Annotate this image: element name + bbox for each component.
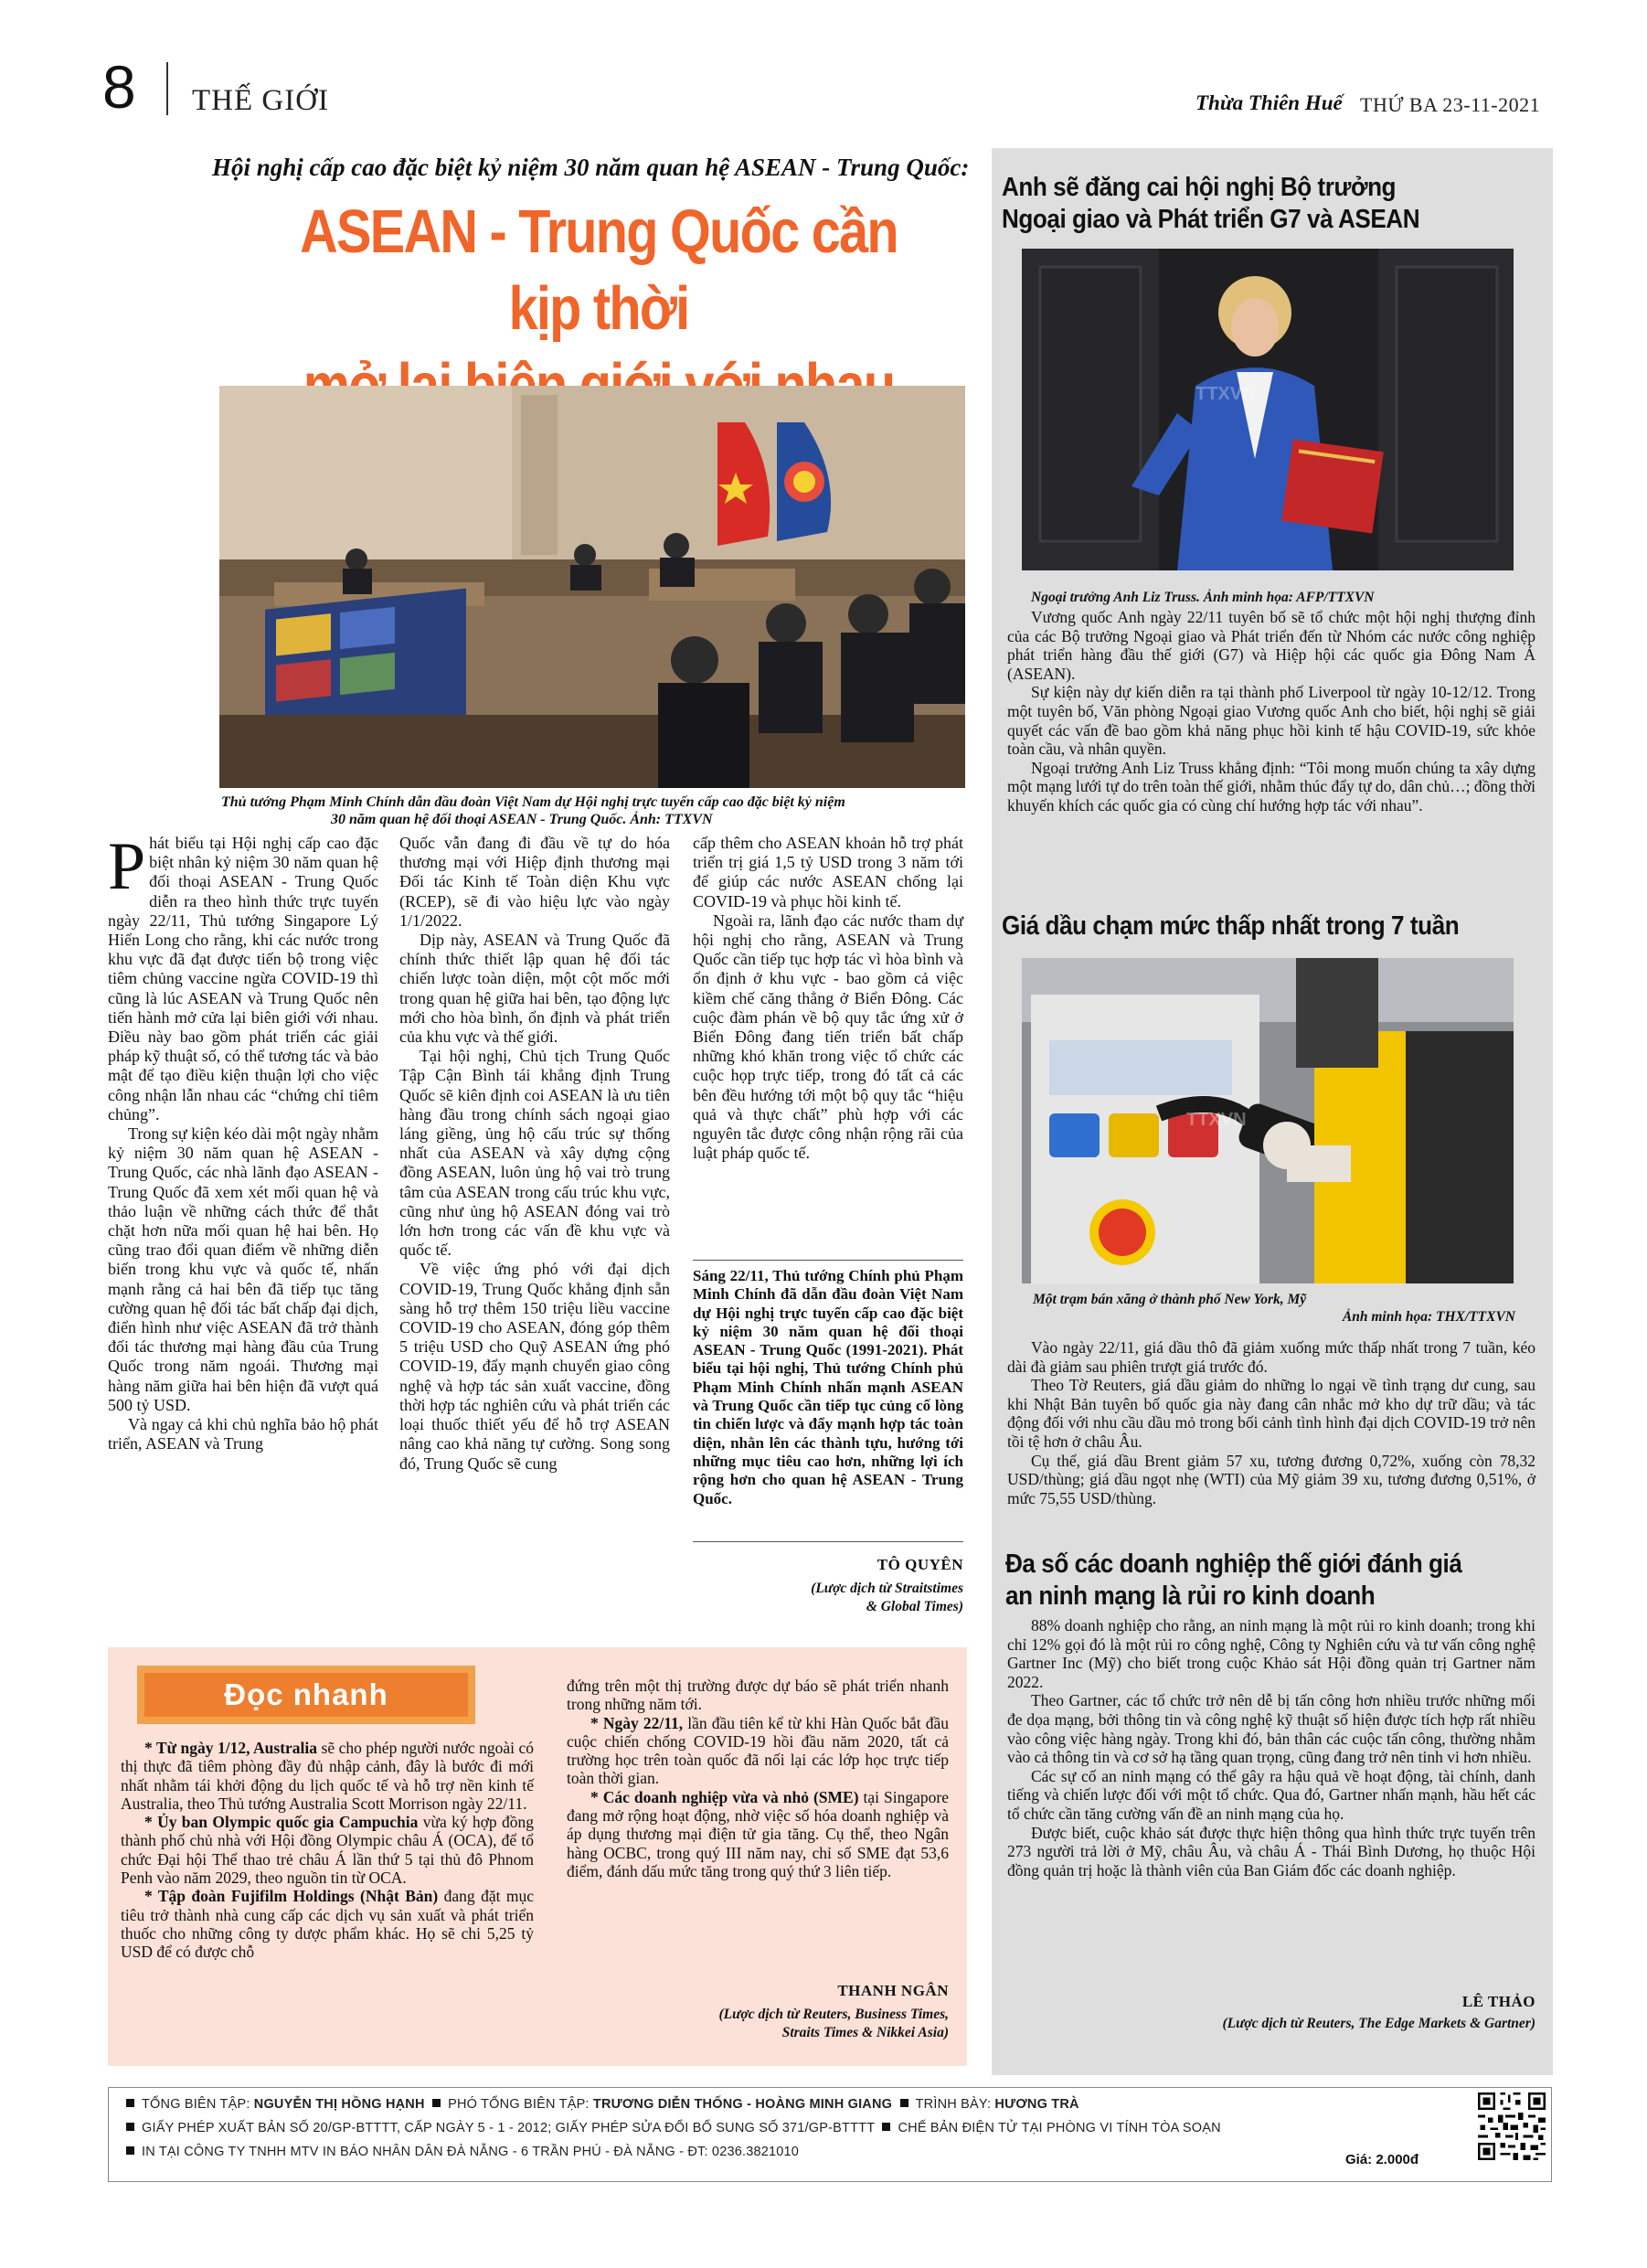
lead-column-2 <box>399 834 670 1474</box>
imprint-line-1: TỔNG BIÊN TẬP: NGUYỄN THỊ HỒNG HẠNH PHÓ TỔNG BIÊN TẬP: TRƯƠNG DIỄN THỐNG - HOÀNG MINH GIANG TRÌNH BÀY: HƯƠNG TRÀ <box>126 2097 1079 2112</box>
story1-paragraph: Vương quốc Anh ngày 22/11 tuyên bố sẽ tổ chức một hội nghị thượng đỉnh của các Bộ trưởng Ngoại giao và Phát triển đến từ Nhóm các nước công nghiệp phát triển hàng đầu thế giới (G7) và Hiệp hội các quốc gia Đông Nam Á (ASEAN). <box>1007 608 1535 683</box>
story1-paragraph: Sự kiện này dự kiến diễn ra tại thành phố Liverpool từ ngày 10-12/12. Trong một tuyên bố, Văn phòng Ngoại giao Vương quốc Anh cho biết, hội nghị sẽ giải quyết các vấn đề bao gồm khả năng phục hồi kinh tế hậu COVID-19, sức khỏe toàn cầu, và nhân quyền. <box>1007 683 1535 759</box>
header-divider <box>166 62 168 115</box>
story2-paragraph: Cụ thể, giá dầu Brent giảm 57 xu, tương đương 0,72%, xuống còn 78,32 USD/thùng; giá dầu ngọt nhẹ (WTI) của Mỹ giảm 39 xu, tương đương 0,51%, ở mức 75,55 USD/thùng. <box>1007 1451 1535 1507</box>
qr-code-icon[interactable] <box>1475 2090 1548 2163</box>
headline-line-1: ASEAN - Trung Quốc cần kịp thời <box>300 197 898 343</box>
lead-paragraph: cấp thêm cho ASEAN khoản hỗ trợ phát triển trị giá 1,5 tỷ USD trong 3 năm tới để giúp các nước ASEAN chống lại COVID-19 và phục hồi kinh tế. <box>693 834 963 910</box>
lead-paragraph: Phát biểu tại Hội nghị cấp cao đặc biệt nhân kỷ niệm 30 năm quan hệ đối thoại ASEAN - Trung Quốc diễn ra theo hình thức trực tuyến ngày 22/11, Thủ tướng Singapore Lý Hiển Long cho rằng, khi các nước trong khu vực đã đạt được tiến bộ trong việc tiêm chủng vaccine ngừa COVID-19 thì cũng là lúc ASEAN và Trung Quốc nên tiến hành mở cửa lại biên giới với nhau. Điều này bao gồm phát triển các giải pháp kỹ thuật số, có thể tương tác và bảo mật để tạo điều kiện thuận lợi cho việc công nhận lẫn nhau các “chứng chỉ tiêm chủng”. <box>108 829 378 1123</box>
story3-title: Đa số các doanh nghiệp thế giới đánh giá an ninh mạng là rủi ro kinh doanh <box>1005 1549 1462 1611</box>
lead-paragraph: Và ngay cả khi chủ nghĩa bảo hộ phát triển, ASEAN và Trung <box>108 1415 378 1453</box>
story1-title: Anh sẽ đăng cai hội nghị Bộ trưởng Ngoại giao và Phát triển G7 và ASEAN <box>1002 173 1420 234</box>
story2-body <box>1007 1338 1535 1507</box>
quick-read-item: * Từ ngày 1/12, Australia sẽ cho phép người nước ngoài có thị thực đã tiêm phòng đầy đủ nhập cảnh, đây là bước đi mới nhất nhằm tái khởi động du lịch quốc tế và hỗ trợ nền kinh tế Australia, theo Thủ tướng Australia Scott Morrison ngày 22/11. <box>121 1739 534 1813</box>
imprint-line-2: GIẤY PHÉP XUẤT BẢN SỐ 20/GP-BTTTT, CẤP NGÀY 5 - 1 - 2012; GIẤY PHÉP SỬA ĐỔI BỔ SUNG SỐ 371/GP-BTTTT CHẾ BẢN ĐIỆN TỬ TẠI PHÒNG VI TÍNH TÒA SOẠN <box>126 2121 1221 2135</box>
photo-watermark: TTXVN <box>1186 1110 1247 1130</box>
lead-paragraph: Trong sự kiện kéo dài một ngày nhằm kỷ niệm 30 năm quan hệ ASEAN - Trung Quốc, các nhà lãnh đạo ASEAN - Trung Quốc đã xem xét mối quan hệ và thảo luận về những cách thức để thắt chặt hơn nữa mối quan hệ hai bên. Họ cũng trao đổi quan điểm về những diễn biến trong khu vực và quốc tế, nhấn mạnh rằng cả hai bên đã tiếp tục tăng cường quan hệ đối tác bất chấp đại dịch, điển hình như việc ASEAN đã trở thành đối tác thương mại hàng đầu của Trung Quốc trong năm ngoái. Thương mại hàng năm giữa hai bên hiện đã vượt quá 500 tỷ USD. <box>108 1124 378 1414</box>
imprint-line-3: IN TẠI CÔNG TY TNHH MTV IN BÁO NHÂN DÂN ĐÀ NẴNG - 6 TRẦN PHÚ - ĐÀ NẴNG - ĐT: 0236.3821010 <box>126 2145 799 2159</box>
story3-paragraph: Theo Gartner, các tổ chức trở nên dễ bị tấn công hơn nhiều trước những mối đe dọa mạng, bởi thông tin và công nghệ kỹ thuật số hiện được tích hợp rất nhiều vào công việc hàng ngày. Trong khi đó, bản thân các cuộc tấn công, thường nhằm vào cả thông tin và cơ sở hạ tầng quan trọng, cũng đang trở nên tinh vi hơn nhiều. <box>1007 1691 1535 1767</box>
quick-read-column-1 <box>121 1739 534 1962</box>
quick-read-item: * Tập đoàn Fujifilm Holdings (Nhật Bản) đang đặt mục tiêu trở thành nhà cung cấp các dịch vụ sản xuất và phát triển thuốc cho những công ty dược phẩm khác. Họ sẽ chi 5,25 tỷ USD để có được chỗ <box>121 1887 534 1962</box>
lead-author: TÔ QUYÊN <box>877 1556 963 1573</box>
section-title: THẾ GIỚI <box>192 84 330 117</box>
masthead: Thừa Thiên Huế <box>1195 91 1343 114</box>
lead-paragraph: Ngoài ra, lãnh đạo các nước tham dự hội nghị cho rằng, ASEAN và Trung Quốc cần tiếp tục hợp tác vì hòa bình và ổn định ở khu vực - bao gồm cả việc kiềm chế căng thẳng ở Biển Đông. Các cuộc đàm phán về bộ quy tắc ứng xử ở Biển Đông đang tiến triển bất chấp những khó khăn trong việc tổ chức các cuộc họp trực tiếp, trong đó tất cả các bên đều hướng tới một bộ quy tắc “hiệu quả và thực chất” phù hợp với các nguyên tắc được công nhận rộng rãi của luật pháp quốc tế. <box>693 910 963 1163</box>
story1-caption: Ngoại trưởng Anh Liz Truss. Ảnh minh họa: AFP/TTXVN <box>1031 590 1375 605</box>
lead-source: (Lược dịch từ Straitstimes & Global Times) <box>811 1581 963 1614</box>
story2-photo <box>1022 958 1514 1283</box>
price-label: Giá: 2.000đ <box>1345 2152 1419 2167</box>
lead-kicker: Hội nghị cấp cao đặc biệt kỷ niệm 30 năm quan hệ ASEAN - Trung Quốc: <box>212 154 970 181</box>
drop-cap: P <box>108 829 146 904</box>
lead-paragraph: Tại hội nghị, Chủ tịch Trung Quốc Tập Cận Bình tái khẳng định Trung Quốc sẽ kiên định coi ASEAN là ưu tiên hàng đầu trong chính sách ngoại giao láng giềng, ủng hộ cấu trúc sự thống nhất của ASEAN và xây dựng cộng đồng ASEAN, luôn ủng hộ vai trò trung tâm của ASEAN trong cấu trúc khu vực, cũng như ủng hộ ASEAN đóng vai trò lớn hơn trong các vấn đề khu vực và quốc tế. <box>399 1047 670 1260</box>
story2-paragraph: Theo Tờ Reuters, giá dầu giảm do những lo ngại về tình trạng dư cung, sau khi Nhật Bản tuyên bố quốc gia này đang cân nhắc mở kho dự trữ dầu; và tác động đối với nhu cầu dầu mỏ trong bối cảnh tình hình đại dịch COVID-19 trở nên tồi tệ hơn ở châu Âu. <box>1007 1376 1535 1451</box>
quick-read-column-2 <box>567 1677 949 1880</box>
quick-read-item: * Ngày 22/11, lần đầu tiên kể từ khi Hàn Quốc bắt đầu cuộc chiến chống COVID-19 hồi đầu năm 2020, tất cả trường học trên toàn quốc đã nối lại các lớp học trực tiếp toàn thời gian. <box>567 1713 949 1788</box>
issue-date: THỨ BA 23-11-2021 <box>1360 93 1541 116</box>
quick-read-item: * Các doanh nghiệp vừa và nhỏ (SME) tại Singapore đang mở rộng hoạt động, nhờ việc số hóa doanh nghiệp và áp dụng thương mại điện tử gia tăng. Cụ thể, theo Ngân hàng OCBC, trong quý III năm nay, chỉ số SME đạt 53,6 điểm, đánh dấu mức tăng trong quý thứ 3 liên tiếp. <box>567 1787 949 1880</box>
divider <box>693 1260 963 1261</box>
story3-paragraph: Các sự cố an ninh mạng có thể gây ra hậu quả về hoạt động, tài chính, danh tiếng và chiến lược đối với một tổ chức. Qua đó, Gartner nhấn mạnh, hầu hết các tổ chức cần tăng cường vấn đề an ninh mạng của họ. <box>1007 1766 1535 1823</box>
story2-title: Giá dầu chạm mức thấp nhất trong 7 tuần <box>1002 911 1460 941</box>
lead-column-1 <box>108 829 378 1454</box>
caption-line-1: Thủ tướng Phạm Minh Chính dẫn đầu đoàn Việt Nam dự Hội nghị trực tuyến cấp cao đặc biệt kỷ niệm <box>221 794 845 810</box>
story3-source: (Lược dịch từ Reuters, The Edge Markets & Gartner) <box>1222 2016 1535 2031</box>
quick-read-author: THANH NGÂN <box>837 1982 949 1999</box>
quick-read-item: * Ủy ban Olympic quốc gia Campuchia vừa ký hợp đồng thành phố chủ nhà với Hội đồng Olympic châu Á (OCA), để tổ chức Đại hội Thể thao trẻ châu Á lần thứ 5 tại thủ đô Phnom Penh vào năm 2029, theo nguồn tin từ OCA. <box>121 1813 534 1888</box>
quick-read-source: (Lược dịch từ Reuters, Business Times, Straits Times & Nikkei Asia) <box>718 2007 949 2040</box>
quick-read-item: đứng trên một thị trường được dự báo sẽ phát triển nhanh trong những năm tới. <box>567 1677 949 1714</box>
story1-photo <box>1022 249 1514 570</box>
divider <box>693 1541 963 1542</box>
quick-read-title: Đọc nhanh <box>144 1673 468 1717</box>
lead-photo-caption <box>221 793 967 828</box>
lead-summary-box: Sáng 22/11, Thủ tướng Chính phủ Phạm Minh Chính đã dẫn đầu đoàn Việt Nam dự Hội nghị trực tuyến cấp cao đặc biệt kỷ niệm 30 năm quan hệ đối thoại ASEAN - Trung Quốc (1991-2021). Phát biểu tại hội nghị, Thủ tướng Chính phủ Phạm Minh Chính nhấn mạnh ASEAN và Trung Quốc cần tiếp tục củng cố lòng tin chiến lược và đẩy mạnh hợp tác toàn diện, nhằn lên các thành tựu, hướng tới những mục tiêu cao hơn, những lợi ích rộng hơn cho quan hệ ASEAN - Trung Quốc. <box>693 1267 963 1507</box>
lead-paragraph: Dịp này, ASEAN và Trung Quốc đã chính thức thiết lập quan hệ đối tác chiến lược toàn diện, một cột mốc mới trong quan hệ giữa hai bên, tạo động lực mới cho hòa bình, ổn định và phát triển của khu vực và thế giới. <box>399 931 670 1047</box>
story3-paragraph: 88% doanh nghiệp cho rằng, an ninh mạng là một rủi ro kinh doanh; trong khi chỉ 12% gọi đó là một rủi ro công nghệ, Công ty Nghiên cứu và tư vấn công nghệ Gartner Inc (Mỹ) cho biết trong cuộc Khảo sát Hội đồng quản trị Gartner năm 2022. <box>1007 1616 1535 1691</box>
story3-body <box>1007 1616 1535 1879</box>
lead-photo <box>219 386 965 788</box>
story2-caption: Một trạm bán xăng ở thành phố New York, Mỹ Ảnh minh họa: THX/TTXVN <box>1033 1292 1515 1325</box>
story3-author: LÊ THẢO <box>1461 1993 1535 2010</box>
story1-body <box>1007 608 1535 815</box>
lead-paragraph: Về việc ứng phó với đại dịch COVID-19, Trung Quốc khẳng định sẵn sàng hỗ trợ thêm 150 triệu liều vaccine COVID-19 cho ASEAN, đóng góp thêm 5 triệu USD cho Quỹ ASEAN ứng phó COVID-19, đẩy mạnh chuyển giao công nghệ và hợp tác sản xuất vaccine, đồng thời hợp tác nghiên cứu và phát triển các loại thuốc thiết yếu để hỗ trợ ASEAN nâng cao khả năng tự cường. Song song đó, Trung Quốc sẽ cung <box>399 1260 670 1473</box>
lead-column-3 <box>693 834 963 1163</box>
story1-paragraph: Ngoại trưởng Anh Liz Truss khẳng định: “Tôi mong muốn chúng ta xây dựng một mạng lưới tự do trên toàn thế giới, nhằm thúc đẩy tự do, dân chủ…; đồng thời khuyến khích các quốc gia có cùng chí hướng hợp tác với nhau”. <box>1007 758 1535 815</box>
photo-watermark: TTXVN <box>1195 384 1256 404</box>
story2-paragraph: Vào ngày 22/11, giá dầu thô đã giảm xuống mức thấp nhất trong 7 tuần, kéo dài đà giảm sau phiên trượt giá trước đó. <box>1007 1338 1535 1376</box>
caption-line-2: 30 năm quan hệ đối thoại ASEAN - Trung Quốc. Ảnh: TTXVN <box>331 812 713 827</box>
page-number: 8 <box>102 53 136 121</box>
lead-paragraph: Quốc vẫn đang đi đầu về tự do hóa thương mại với Hiệp định thương mại Đối tác Kinh tế Toàn diện Khu vực (RCEP), sẽ đi vào hiệu lực vào ngày 1/1/2022. <box>399 834 670 930</box>
story3-paragraph: Được biết, cuộc khảo sát được thực hiện thông qua hình thức trực tuyến trên 273 người trả lời ở Mỹ, châu Âu, và châu Á - Thái Bình Dương, họ thuộc Hội đồng quản trị hoặc là thành viên của Ban Giám đốc các doanh nghiệp. <box>1007 1823 1535 1879</box>
